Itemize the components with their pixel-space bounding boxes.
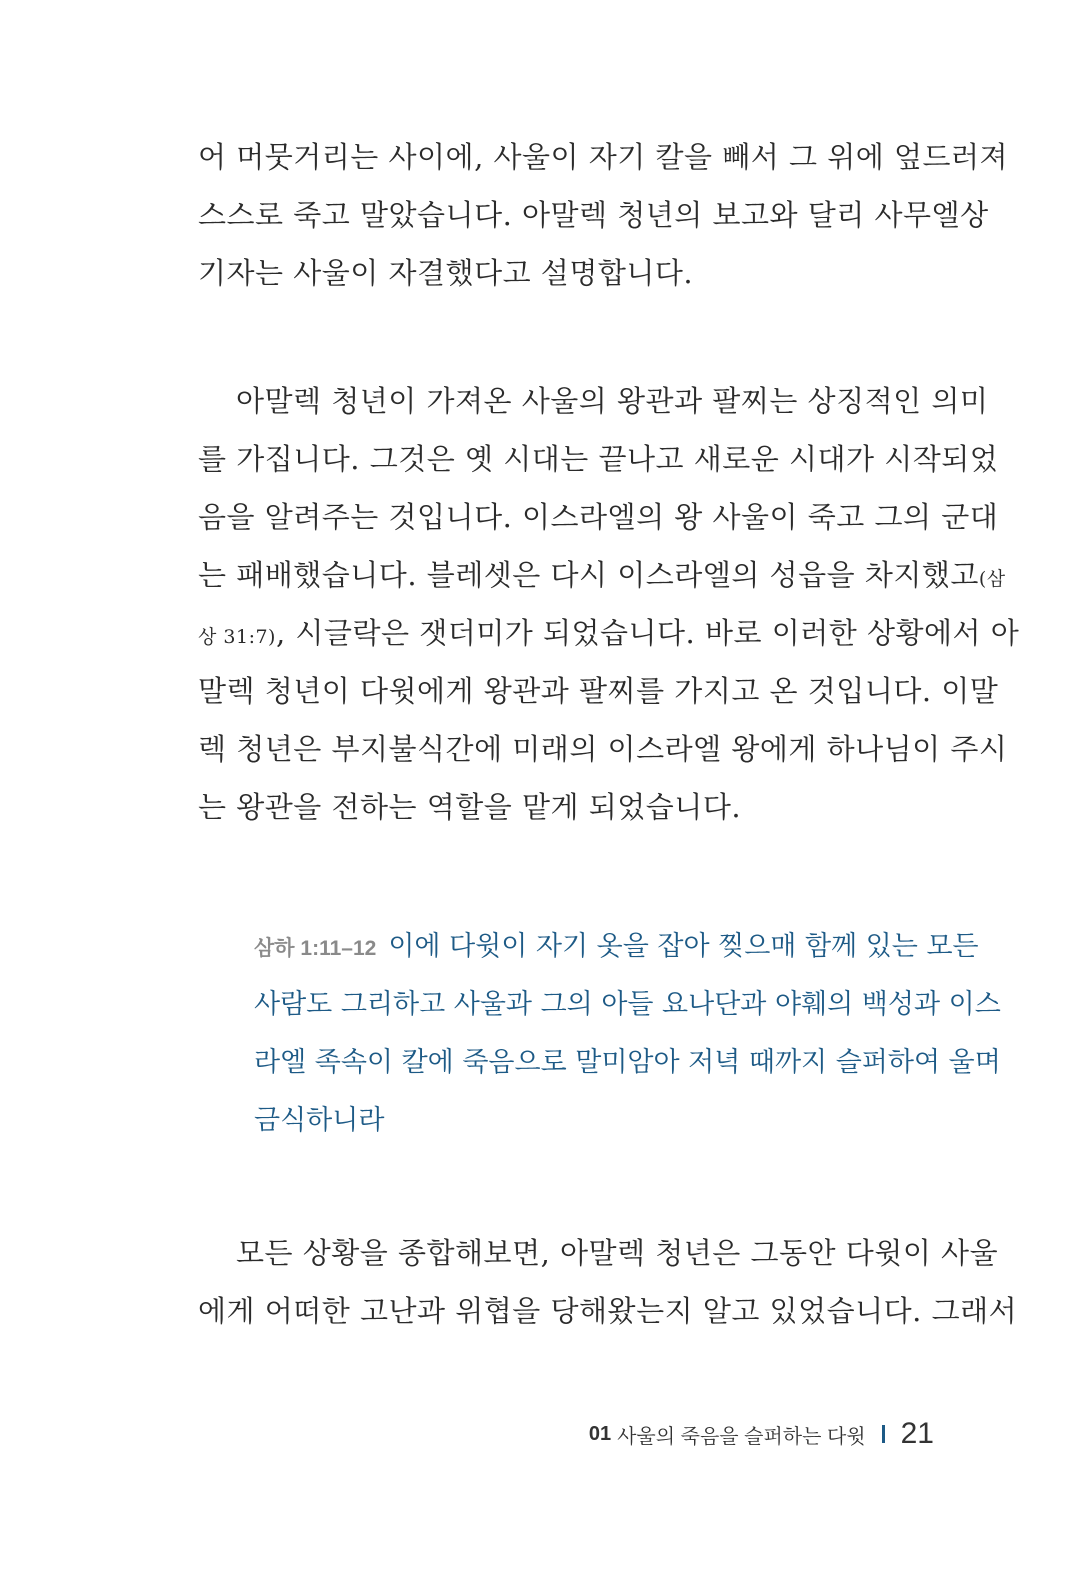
paragraph-line: 말렉 청년이 다윗에게 왕관과 팔찌를 가지고 온 것입니다. 이말 [198, 674, 999, 708]
chapter-title: 사울의 죽음을 슬퍼하는 다윗 [617, 1425, 866, 1448]
page-footer [589, 1412, 934, 1456]
paragraph-line: 모든 상황을 종합해보면, 아말렉 청년은 그동안 다윗이 사울 [236, 1236, 999, 1270]
paragraph-line: 어 머뭇거리는 사이에, 사울이 자기 칼을 빼서 그 위에 엎드러져 [198, 140, 1009, 174]
paragraph-line: 는 왕관을 전하는 역할을 맡게 되었습니다. [198, 790, 742, 824]
page-number: 21 [900, 1417, 934, 1450]
scripture-line: 사람도 그리하고 사울과 그의 아들 요나단과 야훼의 백성과 이스 [254, 989, 1001, 1020]
chapter-number: 01 [588, 1422, 612, 1445]
paragraph-line-text: 는 패배했습니다. 블레셋은 다시 이스라엘의 성읍을 차지했고 [198, 558, 979, 592]
paragraph-line [198, 546, 1006, 604]
reference-open: (삼 [978, 568, 1006, 590]
paragraph-line: 기자는 사울이 자결했다고 설명합니다. [198, 256, 694, 290]
reference-close: 상 31:7) [198, 626, 276, 648]
paragraph-line: 스스로 죽고 말았습니다. 아말렉 청년의 보고와 달리 사무엘상 [198, 198, 989, 232]
paragraph-line-text: , 시글락은 잿더미가 되었습니다. 바로 이러한 상황에서 아 [275, 616, 1020, 650]
scripture-line: 금식하니라 [254, 1105, 385, 1136]
footer-separator [882, 1425, 885, 1443]
scripture-quote [254, 918, 1001, 1150]
paragraph-line: 렉 청년은 부지불식간에 미래의 이스라엘 왕에게 하나님이 주시 [198, 732, 1008, 766]
scripture-line [254, 918, 979, 976]
scripture-line-text: 이에 다윗이 자기 옷을 잡아 찢으매 함께 있는 모든 [388, 931, 979, 962]
paragraph-line: 음을 알려주는 것입니다. 이스라엘의 왕 사울이 죽고 그의 군대 [198, 500, 999, 534]
paragraph-line: 에게 어떠한 고난과 위협을 당해왔는지 알고 있었습니다. 그래서 [198, 1294, 1018, 1328]
paragraph-3 [198, 1224, 1018, 1340]
paragraph-line: 아말렉 청년이 가져온 사울의 왕관과 팔찌는 상징적인 의미 [236, 384, 989, 418]
paragraph-line [198, 604, 1020, 662]
paragraph-1 [198, 128, 1009, 302]
paragraph-line: 를 가집니다. 그것은 옛 시대는 끝나고 새로운 시대가 시작되었 [198, 442, 999, 476]
scripture-line: 라엘 족속이 칼에 죽음으로 말미암아 저녁 때까지 슬퍼하여 울며 [254, 1047, 1001, 1078]
paragraph-2 [198, 372, 1020, 836]
scripture-reference: 삼하 1:11–12 [254, 937, 377, 960]
